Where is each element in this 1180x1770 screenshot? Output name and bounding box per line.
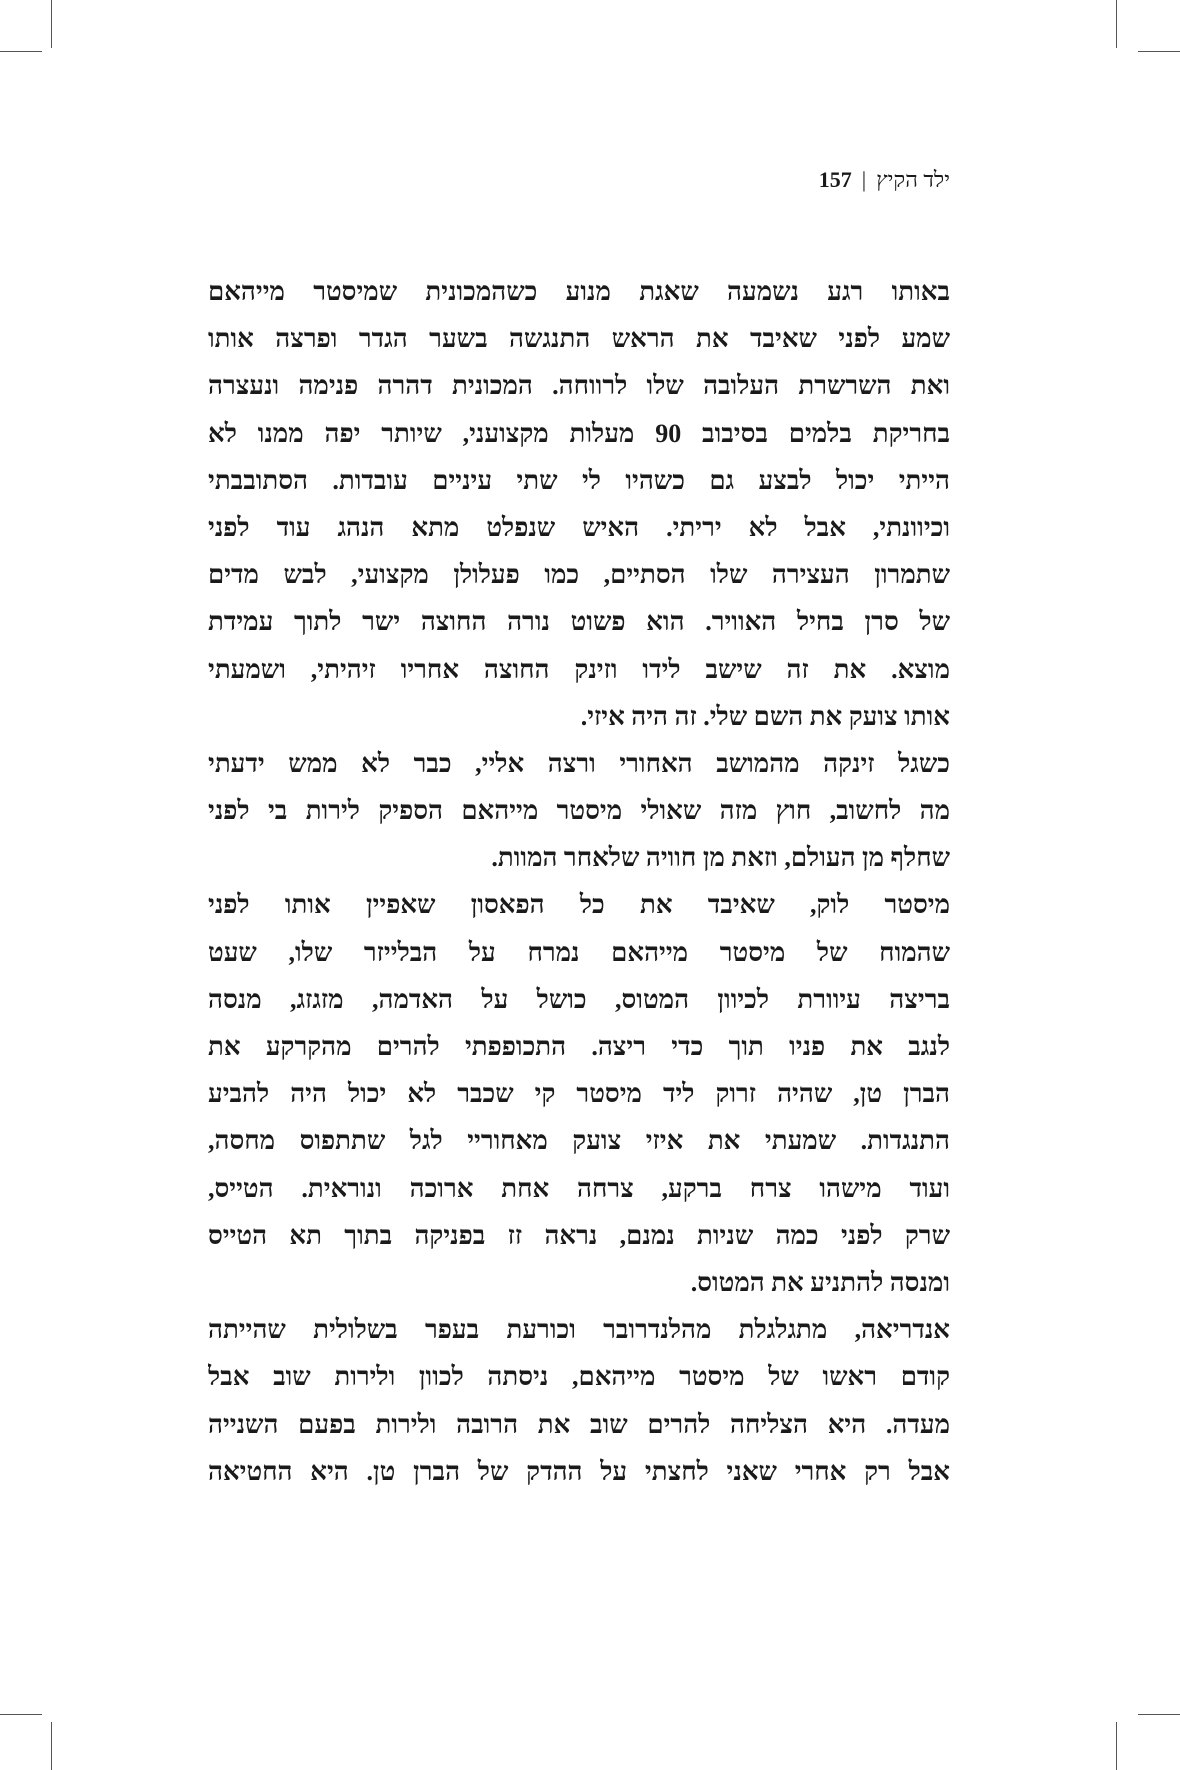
text-line: אותו צועק את השם שלי. זה היה איזי.	[580, 701, 950, 731]
crop-mark	[1138, 1714, 1180, 1715]
text-line: התנגדות. שמעתי את איזי צועק מאחוריי לגל שתתפוס מחסה,	[208, 1126, 950, 1156]
text-line: שהמוח של מיסטר מייהאם נמרח על הבלייזר שלו, שעט	[208, 937, 950, 967]
paragraph	[208, 740, 950, 882]
crop-mark	[0, 1714, 42, 1715]
paragraph	[208, 1306, 950, 1495]
text-line: שתמרון העצירה שלו הסתיים, כמו פעלולן מקצועי, לבש מדים	[208, 560, 950, 590]
text-line: מעדה. היא הצליחה להרים שוב את הרובה ולירות בפעם השנייה	[208, 1409, 950, 1439]
text-line: שמע לפני שאיבד את הראש התנגשה בשער הגדר ופרצה אותו	[208, 324, 950, 354]
text-line: של סרן בחיל האוויר. הוא פשוט נורה החוצה ישר לתוך עמידת	[208, 607, 950, 637]
text-line: מה לחשוב, חוץ מזה שאולי מיסטר מייהאם הספיק לירות בי לפני	[208, 796, 950, 826]
text-line: וכיוונתי, אבל לא יריתי. האיש שנפלט מתא הנהג עוד לפני	[208, 512, 950, 542]
text-line: אנדריאה, מתגלגלת מהלנדרובר וכורעת בעפר בשלולית שהייתה	[208, 1315, 950, 1345]
paragraph	[208, 268, 950, 740]
text-line: אבל רק אחרי שאני לחצתי על ההדק של הברן טן. היא החטיאה	[208, 1456, 950, 1486]
book-title: ילד הקיץ	[876, 167, 950, 192]
text-line: שחלף מן העולם, וזאת מן חוויה שלאחר המוות.	[491, 843, 950, 873]
text-line: כשגל זינקה מהמושב האחורי ורצה אליי, כבר לא ממש ידעתי	[208, 748, 950, 778]
text-line: הברן טן, שהיה זרוק ליד מיסטר קי שכבר לא יכול היה להביע	[208, 1079, 950, 1109]
text-line: שרק לפני כמה שניות נמנם, נראה זז בפניקה בתוך תא הטייס	[208, 1220, 950, 1250]
crop-mark	[51, 0, 52, 48]
text-line: ואת השרשרת העלובה שלו לרווחה. המכונית דהרה פנימה ונעצרה	[208, 371, 950, 401]
header-separator: |	[861, 167, 867, 192]
text-line: לנגב את פניו תוך כדי ריצה. התכופפתי להרים מהקרקע את	[208, 1032, 950, 1061]
paragraph	[208, 881, 950, 1306]
page-number: 157	[818, 167, 852, 192]
text-line: הייתי יכול לבצע גם כשהיו לי שתי עיניים עובדות. הסתובבתי	[208, 465, 950, 495]
body-text	[208, 268, 950, 1495]
text-line: קודם ראשו של מיסטר מייהאם, ניסתה לכוון ולירות שוב אבל	[208, 1362, 950, 1392]
text-line: בחריקת בלמים בסיבוב 90 מעלות מקצועני, שיותר יפה ממנו לא	[208, 418, 950, 448]
text-line: מיסטר לוק, שאיבד את כל הפאסון שאפיין אותו לפני	[208, 890, 950, 920]
text-line: ועוד מישהו צרח ברקע, צרחה אחת ארוכה ונוראית. הטייס,	[208, 1173, 950, 1203]
crop-mark	[1138, 51, 1180, 52]
text-line: מוצא. את זה שישב לידו וזינק החוצה אחריו זיהיתי, ושמעתי	[208, 654, 950, 684]
running-header	[208, 160, 950, 200]
text-line: באותו רגע נשמעה שאגת מנוע כשהמכונית שמיסטר מייהאם	[208, 277, 950, 306]
crop-mark	[1116, 0, 1117, 48]
crop-mark	[51, 1722, 52, 1770]
crop-mark	[1116, 1722, 1117, 1770]
text-line: ומנסה להתניע את המטוס.	[690, 1267, 950, 1297]
crop-mark	[0, 51, 42, 52]
text-line: בריצה עיוורת לכיוון המטוס, כושל על האדמה, מזגזג, מנסה	[208, 984, 950, 1014]
